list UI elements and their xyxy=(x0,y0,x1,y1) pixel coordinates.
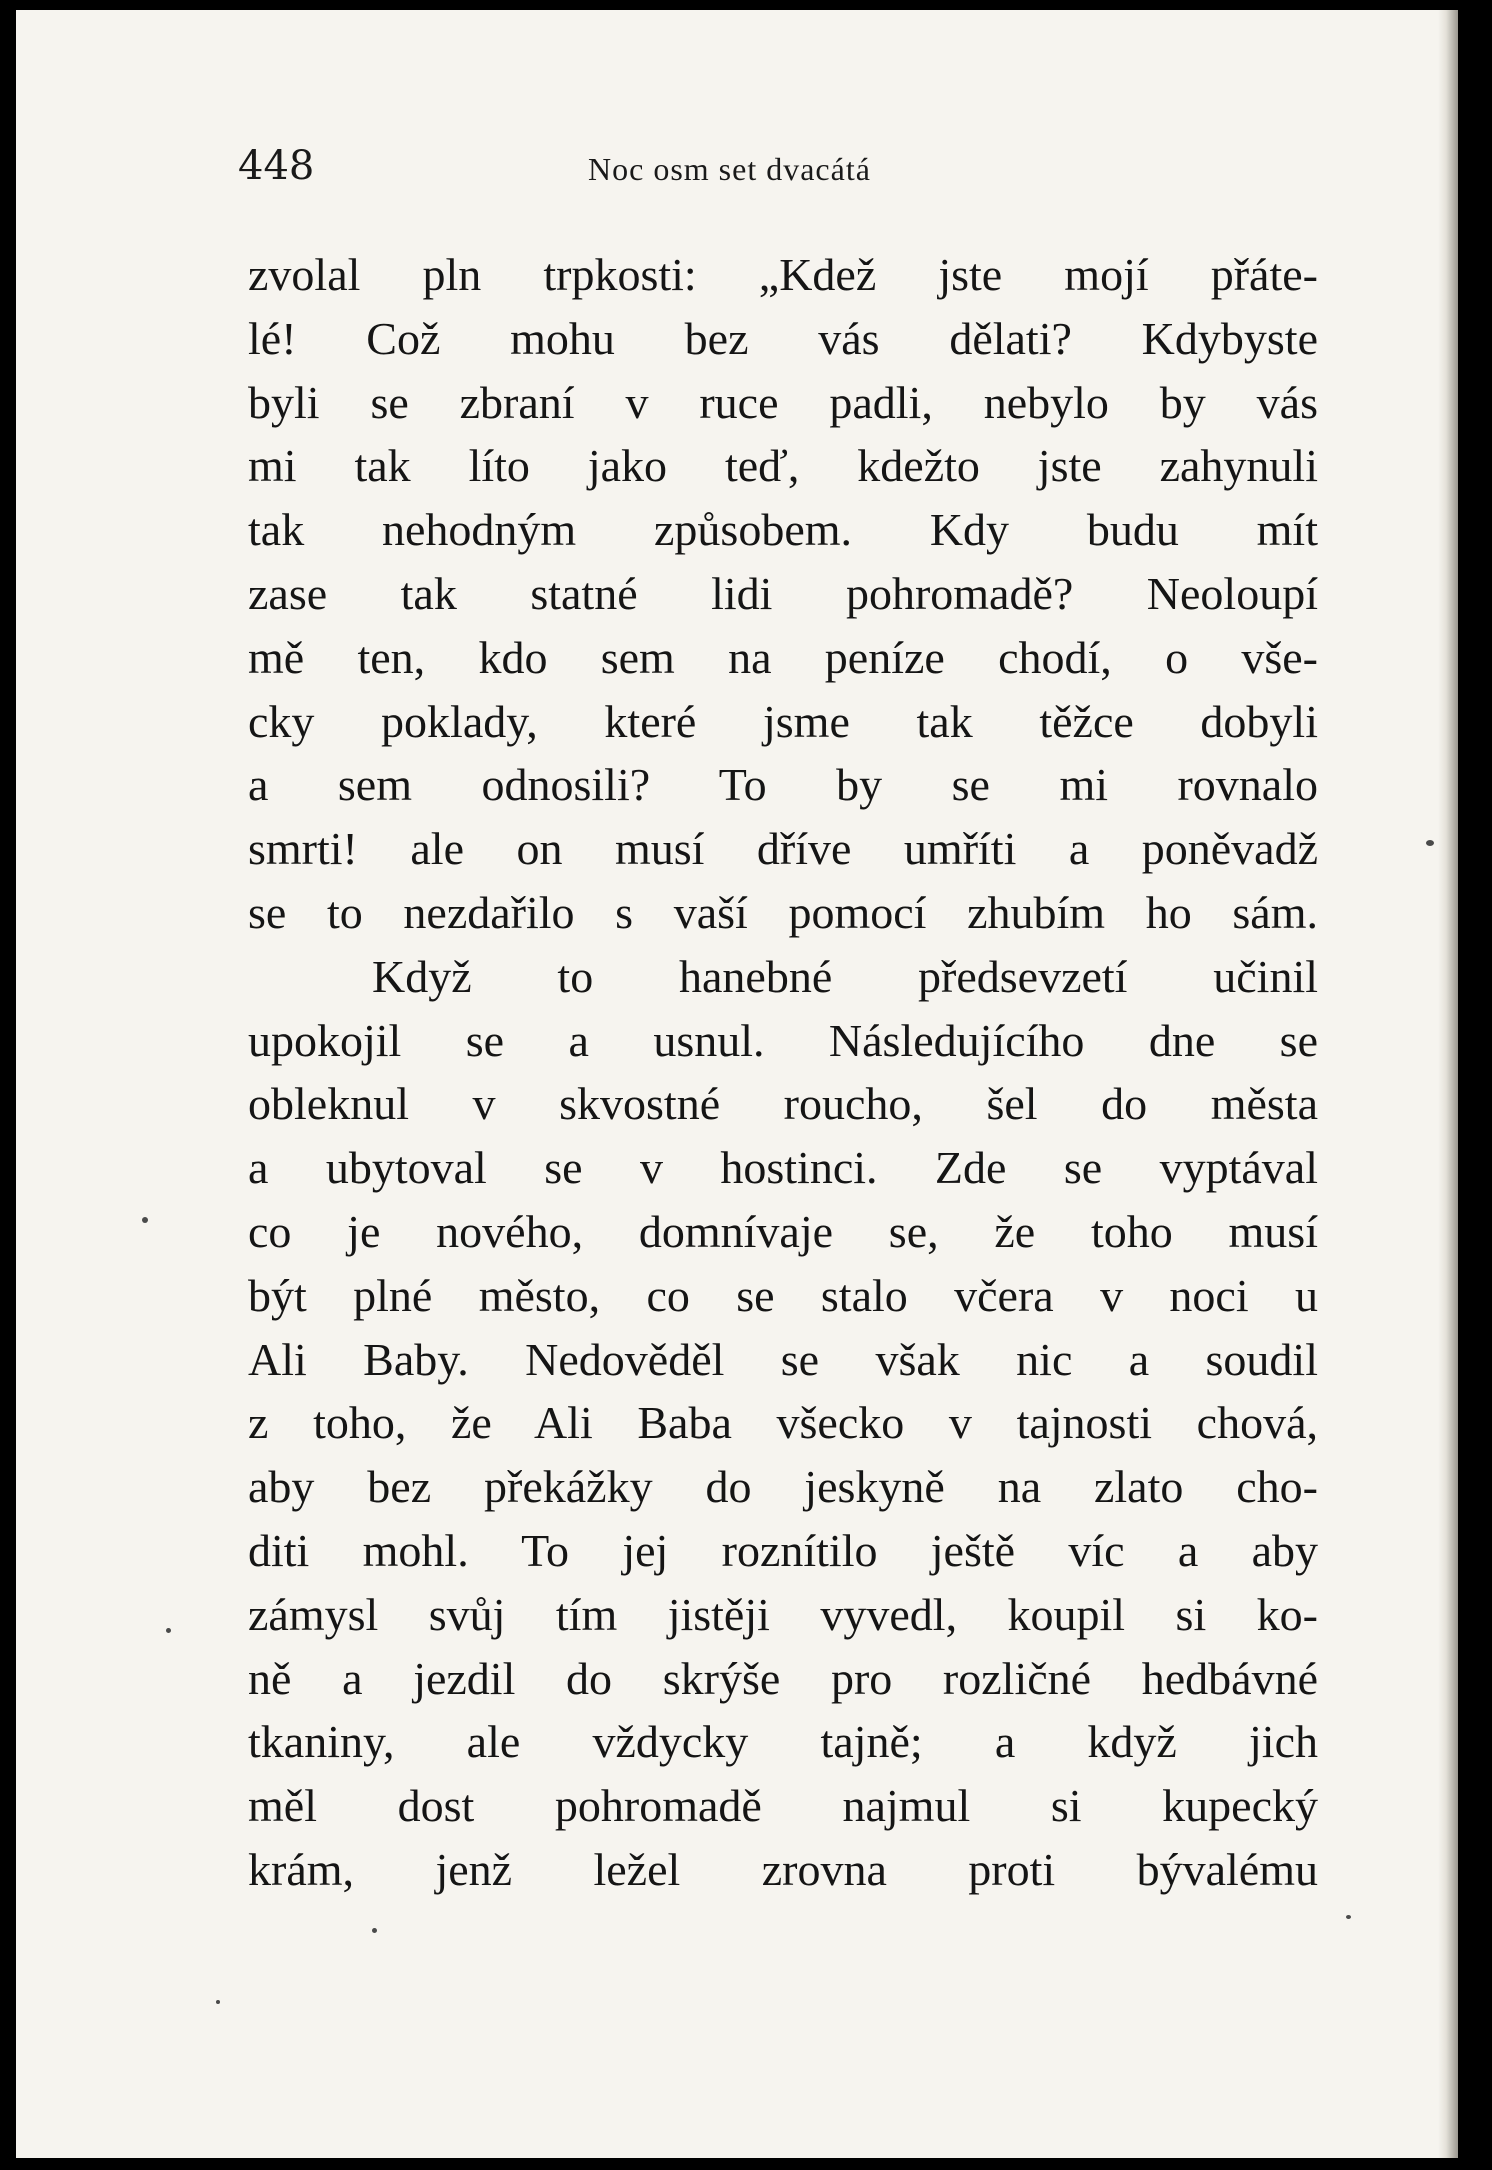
paper-speck xyxy=(216,2000,220,2004)
text-line: krám, jenž ležel zrovna proti bývalému xyxy=(248,1843,1318,1895)
text-line: se to nezdařilo s vaší pomocí zhubím ho sám. xyxy=(248,886,1318,938)
text-line: ně a jezdil do skrýše pro rozličné hedbávné xyxy=(248,1652,1318,1704)
text-line: a sem odnosili? To by se mi rovnalo xyxy=(248,759,1318,811)
text-line: aby bez překážky do jeskyně na zlato cho- xyxy=(248,1461,1318,1513)
text-line: mi tak líto jako teď, kdežto jste zahynuli xyxy=(248,440,1318,492)
page-number: 448 xyxy=(238,143,315,189)
text-line: zase tak statné lidi pohromadě? Neoloupí xyxy=(248,567,1318,619)
text-line: zámysl svůj tím jistěji vyvedl, koupil si ko- xyxy=(248,1588,1318,1640)
text-line: zvolal pln trpkosti: „Kdež jste mojí přáte- xyxy=(248,249,1318,300)
text-line: diti mohl. To jej roznítilo ještě víc a aby xyxy=(248,1524,1318,1576)
text-line: upokojil se a usnul. Následujícího dne se xyxy=(248,1014,1318,1066)
text-line: smrti! ale on musí dříve umříti a poněvadž xyxy=(248,823,1318,875)
text-line: lé! Což mohu bez vás dělati? Kdybyste xyxy=(248,312,1318,364)
text-line: Ali Baby. Nedověděl se však nic a soudil xyxy=(248,1333,1318,1385)
paper-speck xyxy=(166,1628,171,1633)
text-line: byli se zbraní v ruce padli, nebylo by vás xyxy=(248,376,1318,428)
paper-speck xyxy=(372,1928,377,1933)
page-header xyxy=(238,143,1138,193)
text-line: z toho, že Ali Baba všecko v tajnosti chová, xyxy=(248,1397,1318,1449)
paper-speck xyxy=(142,1217,148,1223)
text-line: tkaniny, ale vždycky tajně; a když jich xyxy=(248,1716,1318,1768)
book-page xyxy=(16,10,1458,2158)
text-line: být plné město, co se stalo včera v noci u xyxy=(248,1269,1318,1321)
page-fold-shadow xyxy=(1438,10,1458,2158)
body-text xyxy=(248,243,1318,1902)
text-line: cky poklady, které jsme tak těžce dobyli xyxy=(248,695,1318,747)
text-line: a ubytoval se v hostinci. Zde se vyptával xyxy=(248,1142,1318,1194)
paper-speck xyxy=(1426,840,1434,846)
text-line: tak nehodným způsobem. Kdy budu mít xyxy=(248,504,1318,556)
running-head: Noc osm set dvacátá xyxy=(588,151,871,187)
text-line: mě ten, kdo sem na peníze chodí, o vše- xyxy=(248,631,1318,683)
text-line: co je nového, domnívaje se, že toho musí xyxy=(248,1205,1318,1257)
text-line: měl dost pohromadě najmul si kupecký xyxy=(248,1780,1318,1832)
paper-speck xyxy=(1346,1915,1351,1919)
text-line: obleknul v skvostné roucho, šel do města xyxy=(248,1078,1318,1130)
paragraph-start-line: Když to hanebné předsevzetí učinil xyxy=(372,950,1318,1002)
